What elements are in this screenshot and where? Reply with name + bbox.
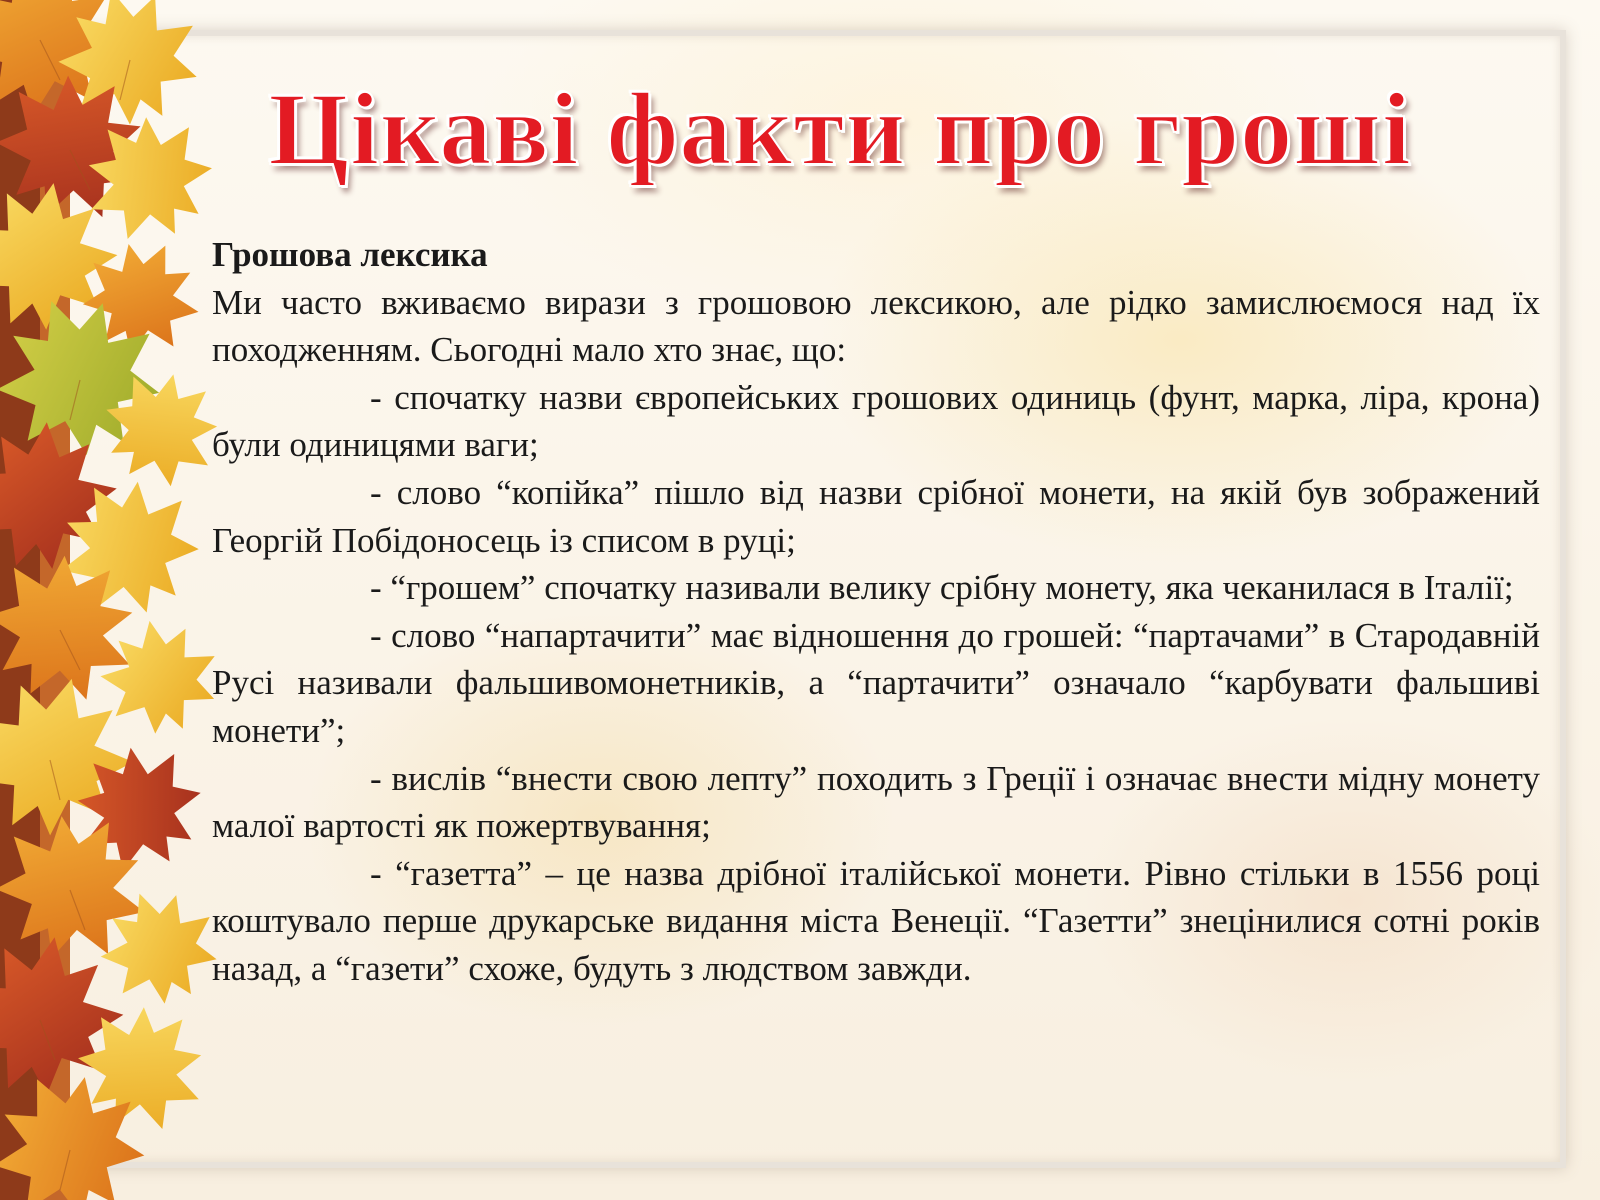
intro-paragraph: Ми часто вживаємо вирази з грошовою лексикою, але рідко замислюємося над їх походженням. Сьогодні мало хто знає, що:	[212, 282, 1540, 370]
list-item: - “газетта” – це назва дрібної італійської монети. Рівно стільки в 1556 році коштувало перше друкарське видання міста Венеції. “Газетти” знецінилися сотні років назад, а “газети” схоже, будуть з людством завжди.	[212, 853, 1540, 988]
slide-body	[212, 231, 1540, 993]
list-item: - “грошем” спочатку називали велику срібну монету, яка чеканилася в Італії;	[370, 568, 1514, 608]
list-item: - вислів “внести свою лепту” походить з Греції і означає внести мідну монету малої вартості як пожертвування;	[212, 758, 1540, 846]
list-item: - слово “копійка” пішло від назви срібної монети, на якій був зображений Георгій Побідоносець із списом в руці;	[212, 472, 1540, 560]
section-heading: Грошова лексика	[212, 235, 488, 274]
list-item: - спочатку назви європейських грошових одиниць (фунт, марка, ліра, крона) були одиницями ваги;	[212, 377, 1540, 465]
list-item: - слово “напартачити” має відношення до грошей: “партачами” в Стародавній Русі називали фальшивомонетників, а “партачити” означало “карбувати фальшиві монети”;	[212, 615, 1540, 750]
slide-title: Цікаві факти про гроші	[268, 72, 1412, 187]
